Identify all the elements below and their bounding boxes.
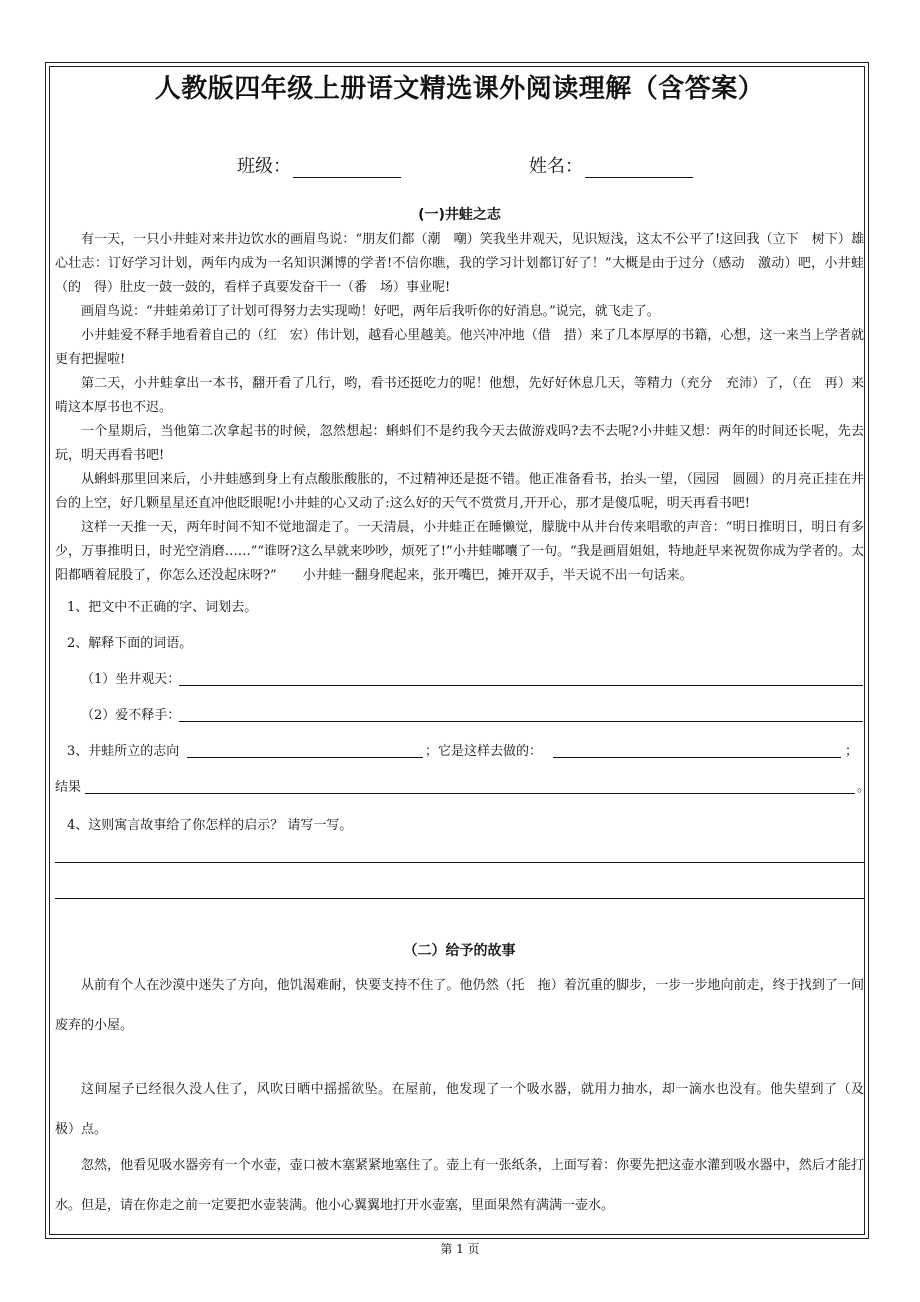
answer-line-2-2[interactable] xyxy=(179,721,863,722)
section2-paragraph-1: 从前有个人在沙漠中迷失了方向，他饥渴难耐，快要支持不住了。他仍然（托 拖）着沉重的脚步，一步一步地向前走，终于找到了一间废弃的小屋。 xyxy=(55,978,864,1033)
question-2: 2、解释下面的词语。 xyxy=(67,636,193,651)
section1-paragraph-7: 这样一天推一天，两年时间不知不觉地溜走了。一天清晨，小井蛙正在睡懒觉，朦胧中从井台传来唱歌的声音：“明日推明日，明日有多少，万事推明日，时光空消磨……”“谁呀?这么早就来吵吵，烦死了!”小井蛙嘟囔了一句。“我是画眉姐姐，特地赶早来祝贺你成为学者的。太阳都晒着屁股了，你怎么还没起床呀?” 小井蛙一翻身爬起来，张开嘴巴，摊开双手，半天说不出一句话来。 xyxy=(55,520,864,583)
question-4: 4、这则寓言故事给了你怎样的启示？ 请写一写。 xyxy=(67,818,353,833)
answer-line-4b[interactable] xyxy=(55,898,864,899)
section1-paragraph-6: 从蝌蚪那里回来后，小井蛙感到身上有点酸胀酸胀的，不过精神还是挺不错。他正准备看书，抬头一望，（园园 圆圆）的月亮正挂在井台的上空，好几颗星星还直冲他眨眼呢!小井蛙的心又动了:这么好的天气不赏赏月,开开心，那才是傻瓜呢，明天再看书吧! xyxy=(55,472,864,511)
answer-line-2-1[interactable] xyxy=(179,685,863,686)
section2-paragraph-3: 忽然，他看见吸水器旁有一个水壶，壶口被木塞紧紧地塞住了。壶上有一张纸条，上面写着：你要先把这壶水灌到吸水器中，然后才能打水。但是，请在你走之前一定要把水壶装满。他小心翼翼地打开水壶塞，里面果然有满满一壶水。 xyxy=(55,1158,864,1213)
class-label: 班级： xyxy=(237,156,291,177)
question-2-2-label: （2）爱不释手： xyxy=(81,708,181,723)
document-title: 人教版四年级上册语文精选课外阅读理解（含答案） xyxy=(154,74,765,104)
question-1: 1、把文中不正确的字、词划去。 xyxy=(67,600,258,615)
section1-paragraph-1: 有一天，一只小井蛙对来井边饮水的画眉鸟说：“朋友们都（潮 嘲）笑我坐井观天，见识短浅，这太不公平了!这回我（立下 树下）雄心壮志：订好学习计划，两年内成为一名知识渊博的学者!不信你瞧，我的学习计划都订好了！”大概是由于过分（感动 激动）吧，小井蛙（的 得）肚皮一鼓一鼓的，看样子真要发奋干一（番 场）事业呢! xyxy=(55,232,864,295)
section1-paragraph-5: 一个星期后，当他第二次拿起书的时候，忽然想起：蝌蚪们不是约我今天去做游戏吗?去不去呢?小井蛙又想：两年的时间还长呢，先去玩，明天再看书吧! xyxy=(55,424,864,463)
question-3-label-c: ； xyxy=(845,744,859,759)
question-3-label: 3、井蛙所立的志向 xyxy=(67,744,180,759)
answer-line-3-goal[interactable] xyxy=(187,757,423,758)
page-number: 第 1 页 xyxy=(440,1242,480,1256)
section1-title: (一)井蛙之志 xyxy=(418,207,501,223)
question-3-result-label: 结果 xyxy=(55,780,82,795)
question-2-1-label: （1）坐井观天： xyxy=(81,672,181,687)
name-field xyxy=(529,152,693,178)
answer-line-3-result[interactable] xyxy=(85,793,855,794)
name-blank[interactable] xyxy=(585,159,693,178)
section1-paragraph-2: 画眉鸟说：“井蛙弟弟订了计划可得努力去实现呦！好吧，两年后我听你的好消息。”说完，就飞走了。 xyxy=(81,304,660,319)
section1-paragraph-4: 第二天，小井蛙拿出一本书，翻开看了几行，哟，看书还挺吃力的呢！他想，先好好休息几天，等精力（充分 充沛）了，（在 再）来啃这本厚书也不迟。 xyxy=(55,376,864,415)
name-label: 姓名： xyxy=(529,156,583,177)
class-field xyxy=(237,152,401,178)
class-blank[interactable] xyxy=(293,159,401,178)
section2-title: （二）给予的故事 xyxy=(403,943,516,959)
question-3-label-b: ；它是这样去做的： xyxy=(425,744,543,759)
answer-line-3-action[interactable] xyxy=(553,757,841,758)
section2-paragraph-2: 这间屋子已经很久没人住了，风吹日晒中摇摇欲坠。在屋前，他发现了一个吸水器，就用力抽水，却一滴水也没有。他失望到了（及 极）点。 xyxy=(55,1082,878,1137)
answer-line-4a[interactable] xyxy=(55,862,864,863)
question-3-end: 。 xyxy=(857,780,871,795)
section1-paragraph-3: 小井蛙爱不释手地看着自己的（红 宏）伟计划，越看心里越美。他兴冲冲地（借 措）来了几本厚厚的书籍，心想，这一来当上学者就更有把握啦! xyxy=(55,328,864,367)
